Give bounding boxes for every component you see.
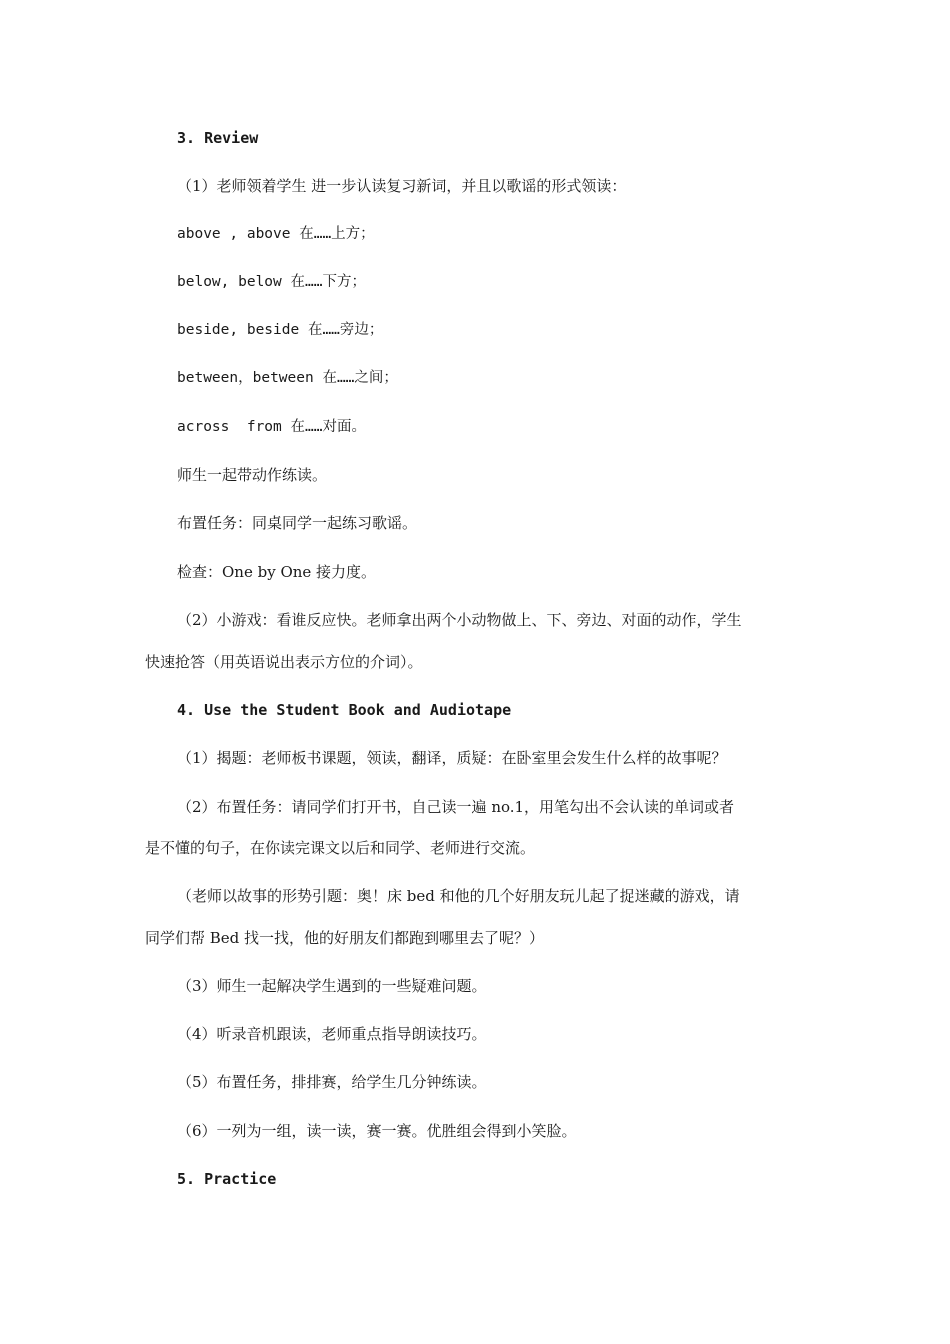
- section-4-paragraph-3-line-2: 同学们帮 Bed 找一找，他的好朋友们都跑到哪里去了呢？）: [145, 929, 545, 947]
- section-4-paragraph-2-line-1: （2）布置任务：请同学们打开书，自己读一遍 no.1，用笔勾出不会认读的单词或者: [177, 798, 735, 816]
- chant-line-above: above , above 在……上方；: [177, 226, 375, 242]
- chant-line-between: between，between 在……之间；: [177, 370, 398, 386]
- section-3-heading: 3. Review: [177, 129, 259, 147]
- section-3-paragraph-5-line-1: （2）小游戏：看谁反应快。老师拿出两个小动物做上、下、旁边、对面的动作，学生: [177, 611, 742, 629]
- section-4-paragraph-6: （5）布置任务，排排赛，给学生几分钟练读。: [177, 1073, 487, 1091]
- section-4-paragraph-5: （4）听录音机跟读，老师重点指导朗读技巧。: [177, 1025, 487, 1043]
- section-4-paragraph-4: （3）师生一起解决学生遇到的一些疑难问题。: [177, 977, 487, 995]
- section-4-paragraph-1: （1）揭题：老师板书课题，领读，翻译，质疑：在卧室里会发生什么样的故事呢？: [177, 749, 727, 767]
- section-4-heading: 4. Use the Student Book and Audiotape: [177, 701, 512, 719]
- section-3-paragraph-2: 师生一起带动作练读。: [177, 466, 328, 484]
- section-4-paragraph-3-line-1: （老师以故事的形势引题：奥！床 bed 和他的几个好朋友玩儿起了捉迷藏的游戏，请: [177, 887, 740, 905]
- section-5-heading: 5. Practice: [177, 1170, 277, 1188]
- section-4-paragraph-2-line-2: 是不懂的句子，在你读完课文以后和同学、老师进行交流。: [145, 839, 536, 857]
- section-4-paragraph-7: （6）一列为一组，读一读，赛一赛。优胜组会得到小笑脸。: [177, 1122, 577, 1140]
- section-3-paragraph-5-line-2: 快速抢答（用英语说出表示方位的介词）。: [145, 653, 423, 671]
- chant-line-across-from: across from 在……对面。: [177, 419, 366, 435]
- section-3-paragraph-1: （1）老师领着学生 进一步认读复习新词，并且以歌谣的形式领读：: [177, 177, 627, 195]
- section-3-paragraph-3: 布置任务：同桌同学一起练习歌谣。: [177, 514, 418, 532]
- chant-line-below: below, below 在……下方；: [177, 274, 366, 290]
- section-3-paragraph-4: 检查：One by One 接力度。: [177, 563, 377, 581]
- chant-line-beside: beside, beside 在……旁边；: [177, 322, 384, 338]
